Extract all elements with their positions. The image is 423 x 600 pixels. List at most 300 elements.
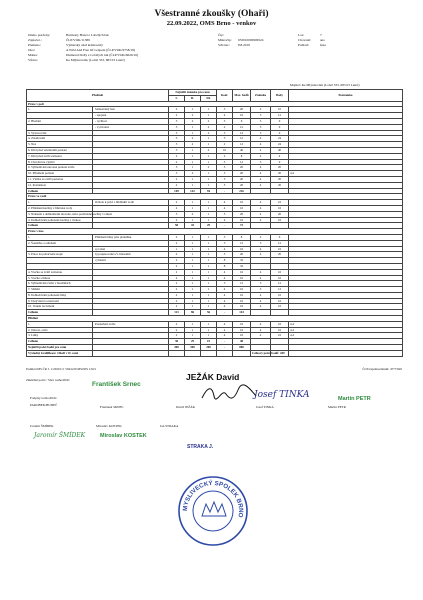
table-cell: 5 — [217, 252, 233, 258]
table-cell: 4 — [251, 252, 271, 258]
table-cell: 2 — [169, 107, 185, 113]
table-cell: 16 — [271, 269, 289, 275]
dog-info-mid — [218, 33, 288, 48]
table-cell: 16 — [271, 298, 289, 304]
stamp-straka: STRAKA J. — [187, 444, 214, 450]
table-cell: 2 — [169, 281, 185, 287]
table-cell: 1 — [185, 124, 201, 130]
table-cell: 2 — [169, 333, 185, 339]
table-cell: 1 — [201, 171, 217, 177]
table-cell: 2 — [169, 205, 185, 211]
table-cell: 16 — [233, 275, 251, 281]
info-left-row — [28, 58, 188, 63]
table-cell: 2 — [169, 113, 185, 119]
document-subtitle: 22.09.2022, OMS Brno - venkov — [166, 20, 257, 27]
table-cell: 2 — [185, 142, 201, 148]
table-cell: 1. — [27, 200, 93, 206]
table-cell: 3. Práce na pobarvené stopě — [27, 252, 93, 258]
table-cell: 40 — [233, 147, 251, 153]
judge-name-5: Jaromír ŠMÍDEK — [30, 424, 54, 428]
table-cell: 7. Klid před zvěří srstnatou — [27, 153, 93, 159]
table-cell: 10. Vedení na řemeni — [27, 304, 93, 310]
table-cell: 9. Vyhledávání ulovené pernaté zvěře — [27, 165, 93, 171]
table-cell: 4 — [251, 205, 271, 211]
table-cell: Přinášení lišky přes překážku — [93, 234, 169, 240]
table-cell: 400 — [169, 345, 185, 351]
table-cell: 1 — [201, 321, 217, 327]
table-cell: 16 — [271, 321, 289, 327]
seal-text: MYSLIVECKÝ SPOLEK BRNO — [181, 479, 245, 518]
table-cell: 3 — [217, 234, 233, 240]
table-cell: 2 — [169, 304, 185, 310]
judge-name-1: Frantisek SRNEC — [100, 405, 124, 409]
table-cell: 32 — [233, 263, 251, 269]
table-cell: 1 — [185, 205, 201, 211]
info-left-value: Diamond Dolly z Lobzlých luk (ČLP/VOK/6620/16) — [66, 53, 139, 57]
info-mid-row — [218, 43, 288, 48]
table-cell: 6 — [271, 234, 289, 240]
table-cell: Celkový počet bodů: 449 — [252, 350, 285, 355]
table-cell: 5. Nos — [27, 142, 93, 148]
info-left-value: Výmarský ohař krátkosrstý — [66, 43, 103, 47]
info-right-key: Chovatel: — [298, 38, 312, 42]
table-cell: - — [217, 345, 233, 351]
table-cell: 4 — [251, 176, 271, 182]
table-cell: 1 — [185, 287, 201, 293]
table-cell: 4 — [251, 217, 271, 223]
table-cell: 4 — [217, 327, 233, 333]
table-cell: 12 — [233, 130, 251, 136]
table-cell: 1 — [201, 298, 217, 304]
table-cell: 10 — [217, 147, 233, 153]
table-cell: 12 — [233, 281, 251, 287]
table-cell: 4 — [251, 321, 271, 327]
info-mid-value: 8.8.2019 — [238, 43, 250, 47]
table-cell: 20 — [271, 182, 289, 188]
info-left-key: Vůdce: — [28, 58, 38, 62]
table-cell: 3 — [251, 124, 271, 130]
info-right-value: 7 — [320, 33, 322, 37]
table-cell: 2 — [169, 153, 185, 159]
table-cell: 1 — [201, 269, 217, 275]
signature-jezak-scribble — [200, 384, 260, 405]
table-cell: 8 — [217, 263, 233, 269]
table-cell: 9 — [271, 124, 289, 130]
table-cell: 4 — [217, 321, 233, 327]
table-cell: 1 — [201, 252, 217, 258]
info-left-key: Matka: — [28, 53, 38, 57]
dog-info-right — [298, 33, 378, 48]
table-cell: 2 — [201, 130, 217, 136]
table-cell: 1 — [185, 333, 201, 339]
table-cell: 1 — [185, 275, 201, 281]
table-cell: 4 — [251, 171, 271, 177]
stamp-srnec: František Srnec — [92, 381, 141, 388]
table-cell: 2 — [251, 234, 271, 240]
signature-jezak-icon — [200, 384, 260, 402]
table-cell: 5 — [217, 182, 233, 188]
table-cell — [93, 350, 169, 356]
table-cell: 1 — [185, 165, 201, 171]
table-cell: 10. Přinášení pernaté — [27, 171, 93, 177]
table-cell: 2 — [217, 124, 233, 130]
info-left-key: Otec: — [28, 48, 36, 52]
table-cell: 20 — [271, 176, 289, 182]
table-cell: 6. Vyhledávání zvěře v houštinách — [27, 281, 93, 287]
table-cell: 9 — [271, 130, 289, 136]
table-cell: 2. Přinášení kachny z hluboké vody — [27, 205, 93, 211]
table-cell: 12 — [233, 124, 251, 130]
table-cell: Nejnižší počet bodů pro cenu — [27, 345, 93, 351]
table-cell: 40 — [271, 147, 289, 153]
table-cell: 16 — [233, 327, 251, 333]
table-cell: c) hlasiti — [93, 258, 169, 264]
judge-name-2: David JEŽÁK — [176, 405, 195, 409]
table-cell: 72 — [233, 223, 251, 229]
table-cell: 20 — [233, 171, 251, 177]
info-mid-key: Vrh/nar.: — [218, 43, 230, 47]
table-cell: 16 — [233, 321, 251, 327]
header-subject: Předmět — [27, 90, 169, 102]
table-cell: 2 — [169, 298, 185, 304]
table-cell: Ponaúčení zvěře — [93, 321, 169, 327]
signatures-label: Podpisy rozhodčích: — [30, 396, 58, 400]
table-cell: Celkem — [27, 310, 93, 316]
table-cell: 1 — [185, 252, 201, 258]
table-cell: 12 — [233, 159, 251, 165]
table-cell: 3. Vystavování — [27, 130, 93, 136]
table-cell: 1 — [185, 298, 201, 304]
table-cell: 2 — [169, 159, 185, 165]
table-cell — [201, 350, 217, 356]
table-cell: 16 — [233, 287, 251, 293]
table-cell: 8 — [233, 234, 251, 240]
table-cell: 3 — [251, 287, 271, 293]
table-cell: 1 — [201, 107, 217, 113]
table-cell: 1 — [201, 275, 217, 281]
table-cell: 1. — [27, 107, 93, 113]
table-cell: 3 — [251, 281, 271, 287]
table-cell: 4 — [271, 153, 289, 159]
header-note: Poznámka — [289, 90, 403, 102]
dog-info-left — [28, 33, 188, 63]
table-cell: 1 — [185, 327, 201, 333]
table-cell: 4 — [251, 269, 271, 275]
table-cell: 1 — [185, 292, 201, 298]
table-cell: 29 — [185, 339, 201, 345]
info-left-key: Zápis/tet.: — [28, 38, 42, 42]
table-cell: 2 — [169, 258, 185, 264]
table-cell: - — [217, 310, 233, 316]
table-cell: 1 — [185, 269, 201, 275]
table-cell: 20 — [271, 171, 289, 177]
table-cell: 2 — [169, 327, 185, 333]
table-cell: 4 — [251, 327, 271, 333]
table-cell: 1 — [201, 211, 217, 217]
table-cell: 16 — [233, 304, 251, 310]
table-cell: 8. Chování na výstřel — [27, 159, 93, 165]
table-cell: 144 — [233, 310, 251, 316]
table-cell: 4,4 — [289, 171, 403, 177]
signature-tinka: Josef TINKA — [254, 390, 310, 400]
judge-name-4: Martin PETR — [328, 405, 346, 409]
table-cell: 9. Ukrývání na zastavení — [27, 298, 93, 304]
table-cell: 20 — [233, 107, 251, 113]
header-c3: III. — [201, 95, 217, 101]
table-cell: 2 — [251, 107, 271, 113]
table-cell: Samostatný hon — [93, 107, 169, 113]
table-cell: 4 — [251, 211, 271, 217]
info-left-key: Plemeno: — [28, 43, 41, 47]
table-cell: 4 — [217, 217, 233, 223]
header-c1: I. — [169, 95, 185, 101]
table-cell: 216 — [233, 188, 251, 194]
table-cell: 3 — [169, 124, 185, 130]
table-cell: 1 — [185, 153, 201, 159]
table-cell: 1. — [27, 234, 93, 240]
info-right-key: Pohlaví: — [298, 43, 310, 47]
section-title: Práce v poli — [27, 101, 403, 107]
table-cell: 20 — [233, 176, 251, 182]
table-cell: 4 — [251, 275, 271, 281]
table-cell: 11. Vlečka se zvěří pernatou — [27, 176, 93, 182]
total-row — [27, 350, 403, 356]
table-cell: 2 — [169, 217, 185, 223]
footnote-line: Podklad MS ČR č. 1/2020 LJ; 504/4/20 MSZOS 1/621 — [26, 367, 97, 371]
table-cell: 2 — [169, 292, 185, 298]
table-cell: 3 — [217, 130, 233, 136]
table-cell: 3 — [217, 136, 233, 142]
table-cell: 1 — [201, 113, 217, 119]
table-cell: 2. Hledání — [27, 118, 93, 124]
table-cell: 3 — [251, 240, 271, 246]
table-cell: 12 — [233, 136, 251, 142]
table-cell: 4 — [217, 269, 233, 275]
table-cell: 4 — [217, 275, 233, 281]
table-cell: 8 — [217, 258, 233, 264]
table-cell: 4 — [251, 136, 271, 142]
table-cell: 3 — [251, 130, 271, 136]
table-cell: 16 — [233, 205, 251, 211]
table-cell: 94 — [201, 188, 217, 194]
table-cell: 3. Nalezení a dohledávání ulovené, nebo postřelené kachny v rákosí — [28, 211, 113, 216]
table-cell: 4 — [251, 147, 271, 153]
table-cell: 16 — [233, 200, 251, 206]
section-title: Práce v lese — [27, 229, 403, 235]
header-max: Max. bodů — [233, 90, 251, 102]
table-cell: 7. Slídění — [27, 287, 93, 293]
table-cell: 4 — [217, 287, 233, 293]
table-cell: 4 — [217, 200, 233, 206]
table-cell: 2. Šoulačka a odložení — [27, 240, 93, 246]
table-cell: 1 — [201, 263, 217, 269]
table-cell: 4 — [251, 304, 271, 310]
table-cell: 1 — [185, 147, 201, 153]
table-cell: 56 — [201, 310, 217, 316]
table-cell: 4. Dohledávání pohozené kachny s vlekou — [27, 217, 93, 223]
table-cell: 16 — [271, 275, 289, 281]
table-cell: 20 — [233, 211, 251, 217]
info-right-value: fena — [320, 43, 326, 47]
table-cell: Celkem — [27, 339, 93, 345]
header-koef: Koef. — [217, 90, 233, 102]
table-cell: 10 — [271, 107, 289, 113]
table-cell: 58 — [169, 223, 185, 229]
table-cell: 16 — [233, 298, 251, 304]
signature-smidek: Jaromír ŠMÍDEK — [34, 432, 86, 439]
table-cell: 16 — [233, 333, 251, 339]
table-cell: 1 — [185, 176, 201, 182]
table-cell: 1 — [201, 182, 217, 188]
table-cell: 1 — [201, 327, 217, 333]
stamp-kostek: Miroslav KOSTEK — [100, 433, 147, 439]
table-cell: 20 — [271, 252, 289, 258]
table-cell: 38 — [169, 339, 185, 345]
info-left-value: Harmony Hazel z Lobzlých luk — [66, 33, 109, 37]
judge-name-6: Miroslav KOSTEK — [96, 424, 122, 428]
table-cell: 3 — [169, 211, 185, 217]
table-cell: 4 — [251, 298, 271, 304]
table-cell: 20 — [271, 165, 289, 171]
info-right-row — [298, 43, 378, 48]
stamp-jezak: JEŽÁK David — [186, 372, 240, 382]
table-cell: 20 — [233, 252, 251, 258]
table-cell: 1. — [27, 321, 93, 327]
table-cell: 2 — [185, 118, 201, 124]
table-cell: a) volně — [93, 246, 169, 252]
table-cell: 1 — [185, 258, 201, 264]
info-mid-key: Mikročip: — [218, 38, 232, 42]
table-cell — [217, 350, 233, 356]
table-cell: 3 — [217, 159, 233, 165]
table-cell: 2. Ostrost, ostře — [27, 327, 93, 333]
table-cell: 200 — [201, 345, 217, 351]
table-cell: 8 — [233, 153, 251, 159]
table-cell: 3 — [251, 118, 271, 124]
judge-name-3: Josef TINKA — [256, 405, 274, 409]
table-cell: 4. Vlečka se zvěří srstnatou — [27, 269, 93, 275]
table-cell: 16 — [271, 333, 289, 339]
table-cell: 1 — [185, 263, 201, 269]
stamp-petr: Martin PETR — [338, 396, 371, 402]
info-left-value: ČLP/VOK/11389 — [66, 38, 90, 42]
table-cell: 4 — [251, 292, 271, 298]
table-cell: 1 — [185, 240, 201, 246]
table-cell: 12 — [271, 240, 289, 246]
info-left-value: A Wild And Free Of Golpein (ČLP/VOK/9758/18) — [66, 48, 135, 52]
table-cell: 1 — [201, 217, 217, 223]
table-cell: - vytrvalost — [93, 124, 169, 130]
table-cell: 3 — [251, 159, 271, 165]
table-cell: 3 — [169, 142, 185, 148]
table-cell: 5 — [217, 211, 233, 217]
table-cell: 9 — [271, 118, 289, 124]
table-cell: 1 — [185, 107, 201, 113]
table-cell: 12. Poslušnost — [27, 182, 93, 188]
owner-label: Majitel: — [290, 83, 301, 87]
table-cell: 1 — [185, 200, 201, 206]
table-cell: 880 — [233, 345, 251, 351]
table-cell: 1 — [185, 281, 201, 287]
footnote-right: ČLP/zapsáno/datum: 4777/026 — [362, 367, 402, 371]
table-cell: 2 — [251, 153, 271, 159]
owner-value: Ke Mlýnnovám (Lobzl 333, 683 03 Luleč) — [301, 83, 360, 87]
owner-line — [290, 83, 360, 87]
table-cell: 2 — [185, 136, 201, 142]
table-cell: 1 — [201, 287, 217, 293]
section-title: Hlídání — [27, 316, 403, 322]
table-cell: 48 — [233, 339, 251, 345]
table-cell: 5 — [217, 171, 233, 177]
table-cell: 1 — [201, 159, 217, 165]
table-cell: 16 — [233, 292, 251, 298]
table-cell: 3 — [217, 118, 233, 124]
table-cell: 1 — [201, 200, 217, 206]
table-cell: 4 — [217, 304, 233, 310]
table-cell: 3 — [169, 136, 185, 142]
table-cell: 1 — [185, 246, 201, 252]
table-cell: 16 — [233, 246, 251, 252]
table-cell: 2 — [169, 234, 185, 240]
table-cell: 16 — [271, 304, 289, 310]
table-cell — [185, 350, 201, 356]
table-cell: 1 — [201, 234, 217, 240]
table-cell: 1 — [169, 246, 185, 252]
table-cell: 12 — [271, 113, 289, 119]
table-cell: 4 — [217, 333, 233, 339]
table-cell: 1 — [185, 159, 201, 165]
table-cell: 3 — [217, 281, 233, 287]
table-cell: - spojené — [93, 113, 169, 119]
table-cell: - — [217, 223, 233, 229]
table-cell: 4 — [251, 333, 271, 339]
table-cell: 20 — [271, 211, 289, 217]
table-cell: 2 — [185, 113, 201, 119]
table-cell — [289, 350, 403, 356]
table-cell: 4 — [217, 292, 233, 298]
table-cell: 1 — [201, 258, 217, 264]
table-cell: 12 — [233, 240, 251, 246]
table-cell: 2 — [169, 176, 185, 182]
table-cell: 4,4 — [289, 321, 403, 327]
table-cell: 142 — [185, 188, 201, 194]
table-cell: 2 — [201, 147, 217, 153]
table-cell — [169, 350, 185, 356]
table-cell: - rychlost — [93, 118, 169, 124]
table-cell: 2 — [201, 118, 217, 124]
table-cell: 1 — [185, 304, 201, 310]
table-cell: 16 — [271, 327, 289, 333]
table-cell: 16 — [233, 217, 251, 223]
table-cell: 3 — [169, 118, 185, 124]
table-cell: 3 — [169, 147, 185, 153]
table-cell: 4,4 — [289, 327, 403, 333]
table-cell: 2 — [169, 252, 185, 258]
table-cell: 2 — [169, 200, 185, 206]
table-cell: 24 — [271, 136, 289, 142]
info-left-value: Ke Mlýnnovám, (Lobzl 333, 683 03 Luleč) — [66, 58, 125, 62]
table-cell: 2 — [217, 142, 233, 148]
table-cell: 12 — [271, 281, 289, 287]
table-cell: b) pospisované s/v. hlasením — [93, 252, 169, 258]
table-cell: Ochota k práci s hlídáním vodě — [93, 200, 169, 206]
table-cell: Celkem — [27, 188, 93, 194]
table-cell: 16 — [271, 292, 289, 298]
table-cell: 29 — [201, 223, 217, 229]
table-cell: 20 — [233, 182, 251, 188]
table-cell: 4 — [251, 246, 271, 252]
table-cell: 2 — [169, 321, 185, 327]
